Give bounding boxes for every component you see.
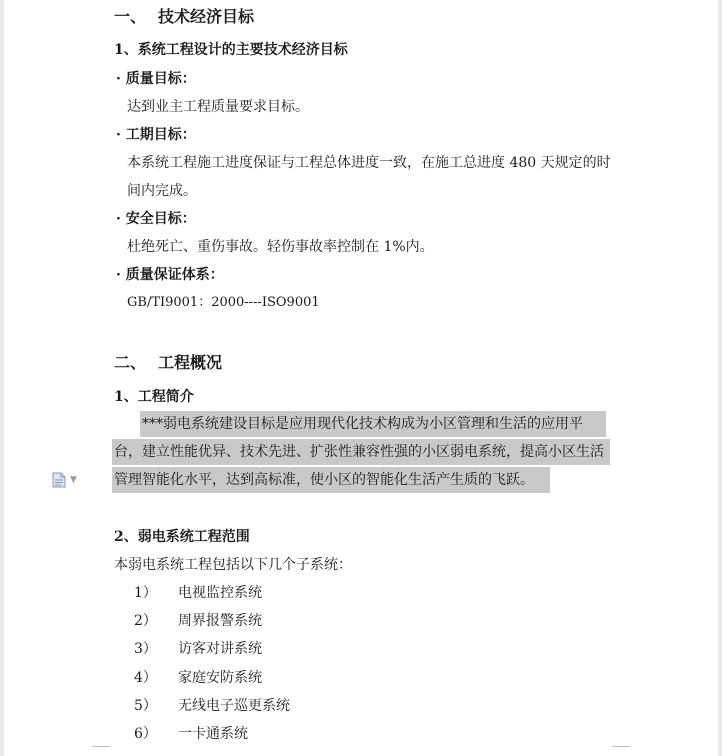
safety-goal-text: 杜绝死亡、重伤事故。轻伤事故率控制在 1%内。 [127, 239, 434, 255]
subsystem-item: 家庭安防系统 [178, 670, 262, 686]
intro-line-1[interactable]: ***弱电系统建设目标是应用现代化技术构成为小区管理和生活的应用平 [142, 416, 583, 432]
section1-heading: 技术经济目标 [158, 7, 255, 26]
subsystem-number: 4） [134, 670, 157, 686]
schedule-goal-label: · 工期目标： [116, 127, 196, 143]
subsystem-number: 6） [134, 726, 157, 742]
quality-goal-label: · 质量目标： [116, 71, 196, 87]
intro-line-2[interactable]: 台，建立性能优异、技术先进、扩张性兼容性强的小区弱电系统，提高小区生活 [114, 444, 604, 460]
subsystem-item: 一卡通系统 [178, 726, 248, 742]
subsystem-item: 访客对讲系统 [178, 641, 262, 657]
subsystem-number: 5） [134, 698, 157, 714]
intro-line-3[interactable]: 管理智能化水平，达到高标准，使小区的智能化生活产生质的飞跃。 [114, 472, 534, 488]
document-icon[interactable] [52, 472, 66, 488]
subsystem-number: 3） [134, 641, 157, 657]
margin-corner-mark [92, 746, 110, 755]
subsystem-number: 2） [134, 613, 157, 629]
subsystem-item: 电视监控系统 [178, 585, 262, 601]
section2-heading: 工程概况 [158, 353, 223, 372]
subsystem-number: 1） [134, 585, 157, 601]
margin-corner-mark [612, 746, 630, 755]
subsystem-item: 无线电子巡更系统 [178, 698, 290, 714]
document-page [4, 0, 718, 756]
quality-system-text: GB/TI9001：2000----ISO9001 [127, 295, 320, 310]
scope-intro: 本弱电系统工程包括以下几个子系统： [114, 557, 352, 573]
subsystem-item: 周界报警系统 [178, 613, 262, 629]
schedule-goal-text-1: 本系统工程施工进度保证与工程总体进度一致，在施工总进度 480 天规定的时 [127, 155, 611, 171]
quality-goal-text: 达到业主工程质量要求目标。 [127, 99, 309, 115]
section2-heading-number: 二、 [114, 353, 147, 372]
schedule-goal-text-2: 间内完成。 [127, 183, 197, 199]
project-intro-heading: 1、工程简介 [114, 389, 194, 405]
chevron-down-icon[interactable]: ▼ [70, 475, 77, 485]
section1-heading-number: 一、 [114, 7, 147, 26]
quality-system-label: · 质量保证体系： [116, 267, 224, 283]
safety-goal-label: · 安全目标： [116, 211, 196, 227]
scope-heading: 2、弱电系统工程范围 [114, 529, 250, 545]
section1-subheading: 1、系统工程设计的主要技术经济目标 [114, 42, 348, 58]
